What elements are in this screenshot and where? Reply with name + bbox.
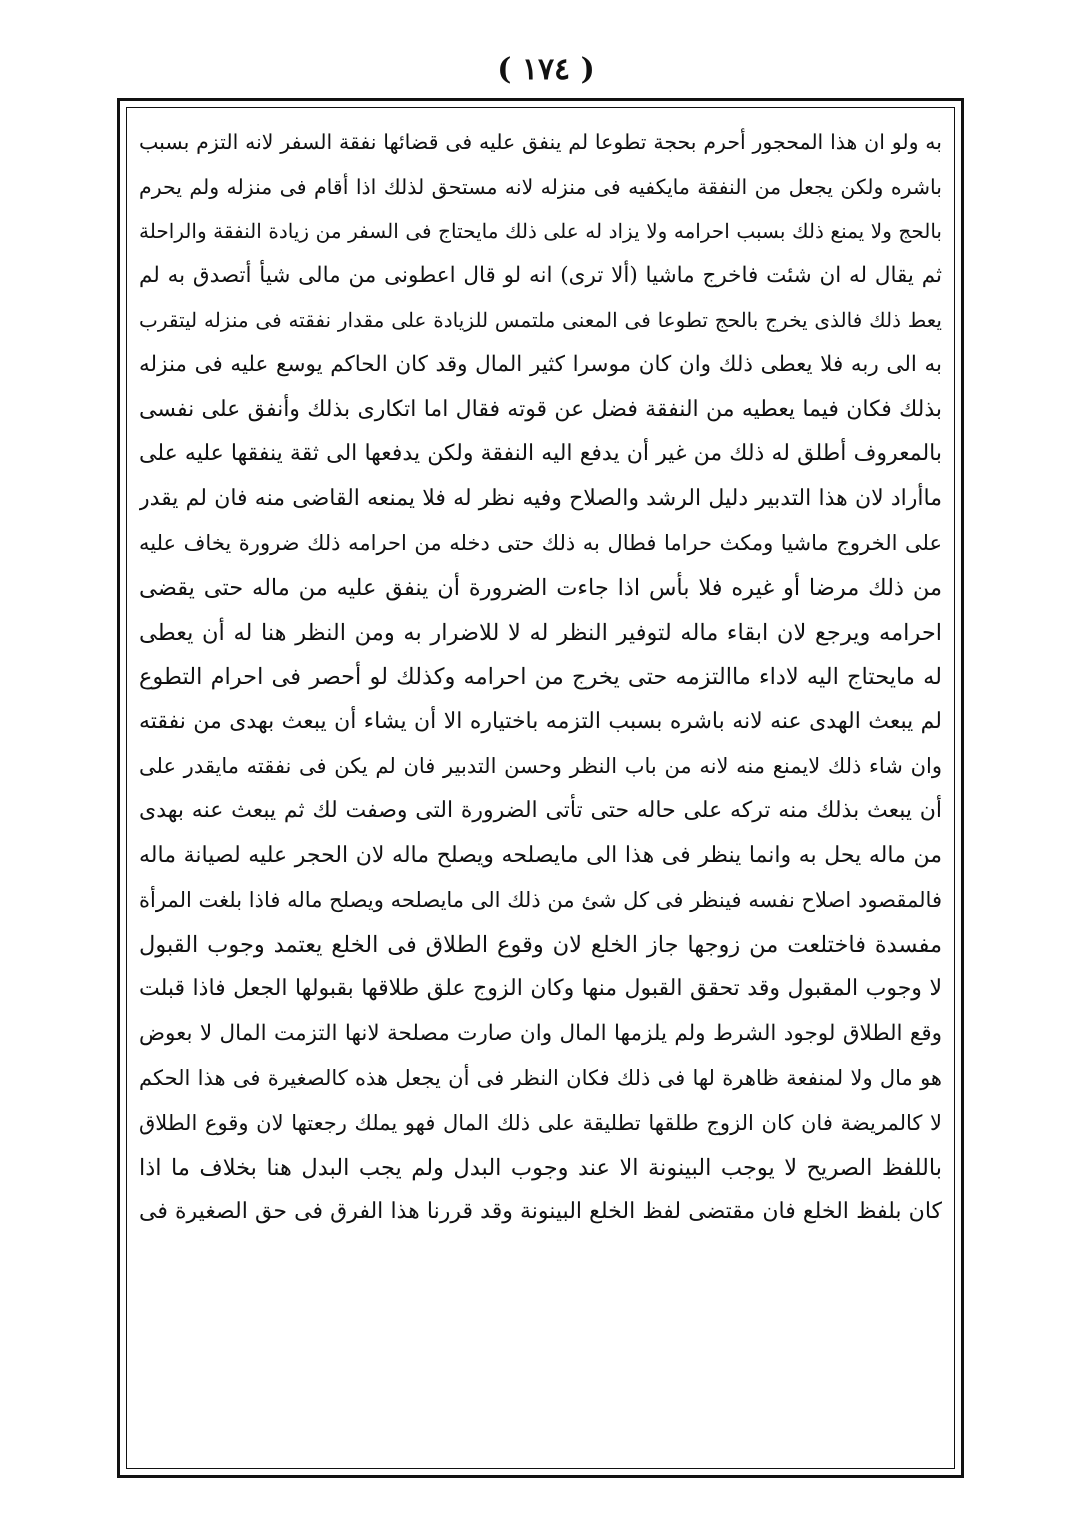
text-line: احرامه ويرجع لان ابقاء ماله لتوفير النظر له لا للاضرار به ومن النظر هنا له أن يعطى (139, 619, 942, 646)
page-frame-inner (126, 107, 955, 1469)
text-line: هو مال ولا لمنفعة ظاهرة لها فى ذلك فكان النظر فى أن يجعل هذه كالصغيرة فى هذا الحكم (139, 1066, 942, 1091)
text-line: يعط ذلك فالذى يخرج بالحج تطوعا فى المعنى ملتمس للزيادة على مقدار نفقته فى منزله ليتقرب (139, 308, 942, 333)
text-line: وان شاء ذلك لايمنع منه لانه من باب النظر وحسن التدبير فان لم يكن فى نفقته مايقدر على (139, 754, 942, 779)
text-line: على الخروج ماشيا ومكث حراما فطال به ذلك حتى دخله من احرامه ذلك ضرورة يخاف عليه (139, 531, 942, 556)
text-line: لم يبعث الهدى عنه لانه باشره بسبب التزمه باختياره الا أن يشاء أن يبعث بهدى من نفقته (139, 708, 942, 734)
text-block (139, 120, 942, 1456)
text-line: باشره ولكن يجعل من النفقة مايكفيه فى منزله لانه مستحق لذلك اذا أقام فى منزله ولم يحرم (139, 174, 942, 199)
text-line: مفسدة فاختلعت من زوجها جاز الخلع لان وقوع الطلاق فى الخلع يعتمد وجوب القبول (139, 931, 942, 958)
text-line: به ولو ان هذا المحجور أحرم بحجة تطوعا لم ينفق عليه فى قضائها نفقة السفر لانه التزم بسبب (139, 130, 942, 154)
text-line: أن يبعث بذلك منه تركه على حاله حتى تأتى الضرورة التى وصفت لك ثم يبعث عنه بهدى (139, 797, 942, 823)
text-line: به الى ربه فلا يعطى ذلك وان كان موسرا كثير المال وقد كان الحاكم يوسع عليه فى منزله (139, 351, 942, 377)
text-line: فالمقصود اصلاح نفسه فينظر فى كل شئ من ذلك الى مايصلحه ويصلح ماله فاذا بلغت المرأة (139, 888, 942, 913)
text-line: لا وجوب المقبول وقد تحقق القبول منها وكان الزوج علق طلاقها بقبولها الجعل فاذا قبلت (139, 976, 942, 1002)
text-line: ماأراد لان هذا التدبير دليل الرشد والصلاح وفيه نظر له فلا يمنعه القاضى منه فان لم يقدر (139, 485, 942, 511)
text-line: وقع الطلاق لوجود الشرط ولم يلزمها المال وان صارت مصلحة لانها التزمت المال لا بعوض (139, 1020, 942, 1046)
page-number: ( ١٧٤ ) (497, 52, 595, 87)
text-line: كان بلفظ الخلع فان مقتضى لفظ الخلع البينونة وقد قررنا هذا الفرق فى حق الصغيرة فى (139, 1199, 942, 1225)
text-line: لا كالمريضة فان كان الزوج طلقها تطليقة على ذلك المال فهو يملك رجعتها لان وقوع الطلاق (139, 1111, 942, 1136)
text-line: ثم يقال له ان شئت فاخرج ماشيا (ألا ترى) انه لو قال اعطونى من مالى شيأ أتصدق به لم (139, 262, 942, 288)
text-line: من ذلك مرضا أو غيره فلا بأس اذا جاءت الضرورة أن ينفق عليه من ماله حتى يقضى (139, 574, 942, 601)
text-line: بالحج ولا يمنع ذلك بسبب احرامه ولا يزاد له على ذلك مايحتاج فى السفر من زيادة النفقة والراحلة (139, 219, 942, 244)
text-line: بالمعروف أطلق له ذلك من غير أن يدفع اليه النفقة ولكن يدفعها الى ثقة ينفقها عليه على (139, 441, 942, 467)
text-line: بذلك فكان فيما يعطيه من النفقة فضل عن قوته فقال اما اتكارى بذلك وأنفق على نفسى (139, 396, 942, 422)
text-line: من ماله يحل به وانما ينظر فى هذا الى مايصلحه ويصلح ماله لان الحجر عليه لصيانة ماله (139, 842, 942, 868)
page-frame (117, 98, 964, 1478)
text-line: له مايحتاج اليه لاداء ماالتزمه حتى يخرج من احرامه وكذلك لو أحصر فى احرام التطوع (139, 664, 942, 691)
text-line: باللفظ الصريح لا يوجب البينونة الا عند وجوب البدل ولم يجب البدل هنا بخلاف ما اذا (139, 1154, 942, 1181)
